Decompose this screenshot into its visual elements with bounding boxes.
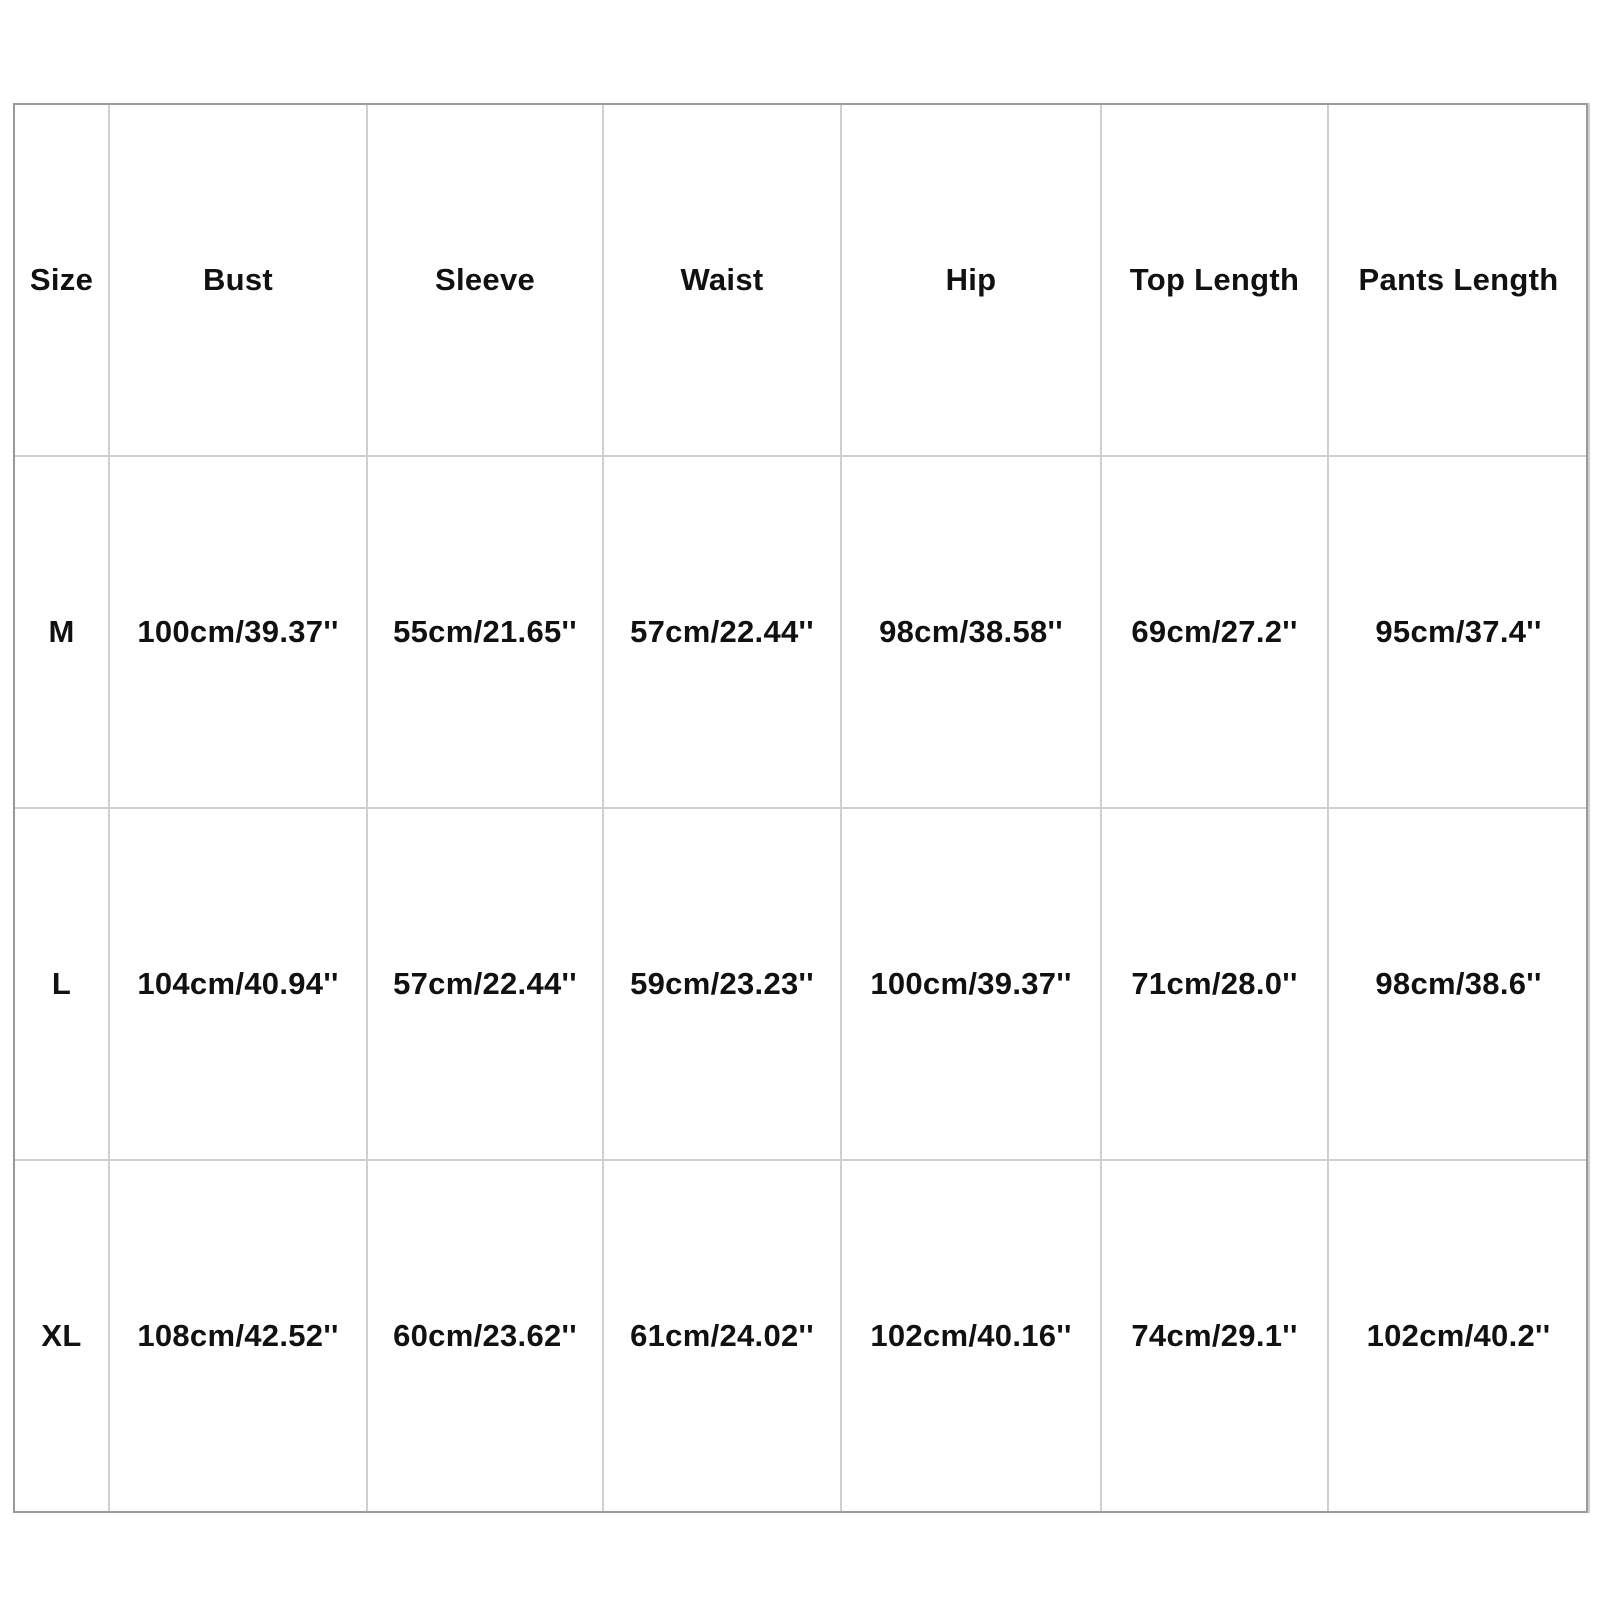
- cell-top-length: 74cm/29.1'': [1101, 1160, 1328, 1512]
- cell-top-length: 71cm/28.0'': [1101, 808, 1328, 1160]
- cell-pants-length: 95cm/37.4'': [1328, 456, 1589, 808]
- cell-sleeve: 57cm/22.44'': [367, 808, 603, 1160]
- cell-waist: 61cm/24.02'': [603, 1160, 841, 1512]
- cell-size: L: [14, 808, 109, 1160]
- cell-sleeve: 60cm/23.62'': [367, 1160, 603, 1512]
- table-row-m: [14, 456, 1589, 808]
- header-row: [14, 104, 1589, 456]
- cell-pants-length: 98cm/38.6'': [1328, 808, 1589, 1160]
- cell-hip: 100cm/39.37'': [841, 808, 1101, 1160]
- header-bust: Bust: [109, 104, 367, 456]
- cell-size: M: [14, 456, 109, 808]
- cell-bust: 104cm/40.94'': [109, 808, 367, 1160]
- cell-waist: 59cm/23.23'': [603, 808, 841, 1160]
- header-top-length: Top Length: [1101, 104, 1328, 456]
- cell-bust: 108cm/42.52'': [109, 1160, 367, 1512]
- cell-bust: 100cm/39.37'': [109, 456, 367, 808]
- cell-sleeve: 55cm/21.65'': [367, 456, 603, 808]
- table-row-l: [14, 808, 1589, 1160]
- cell-hip: 98cm/38.58'': [841, 456, 1101, 808]
- header-hip: Hip: [841, 104, 1101, 456]
- cell-waist: 57cm/22.44'': [603, 456, 841, 808]
- cell-top-length: 69cm/27.2'': [1101, 456, 1328, 808]
- header-size: Size: [14, 104, 109, 456]
- header-waist: Waist: [603, 104, 841, 456]
- table-row-xl: [14, 1160, 1589, 1512]
- cell-hip: 102cm/40.16'': [841, 1160, 1101, 1512]
- cell-size: XL: [14, 1160, 109, 1512]
- size-chart-table: [13, 103, 1590, 1513]
- header-sleeve: Sleeve: [367, 104, 603, 456]
- cell-pants-length: 102cm/40.2'': [1328, 1160, 1589, 1512]
- header-pants-length: Pants Length: [1328, 104, 1589, 456]
